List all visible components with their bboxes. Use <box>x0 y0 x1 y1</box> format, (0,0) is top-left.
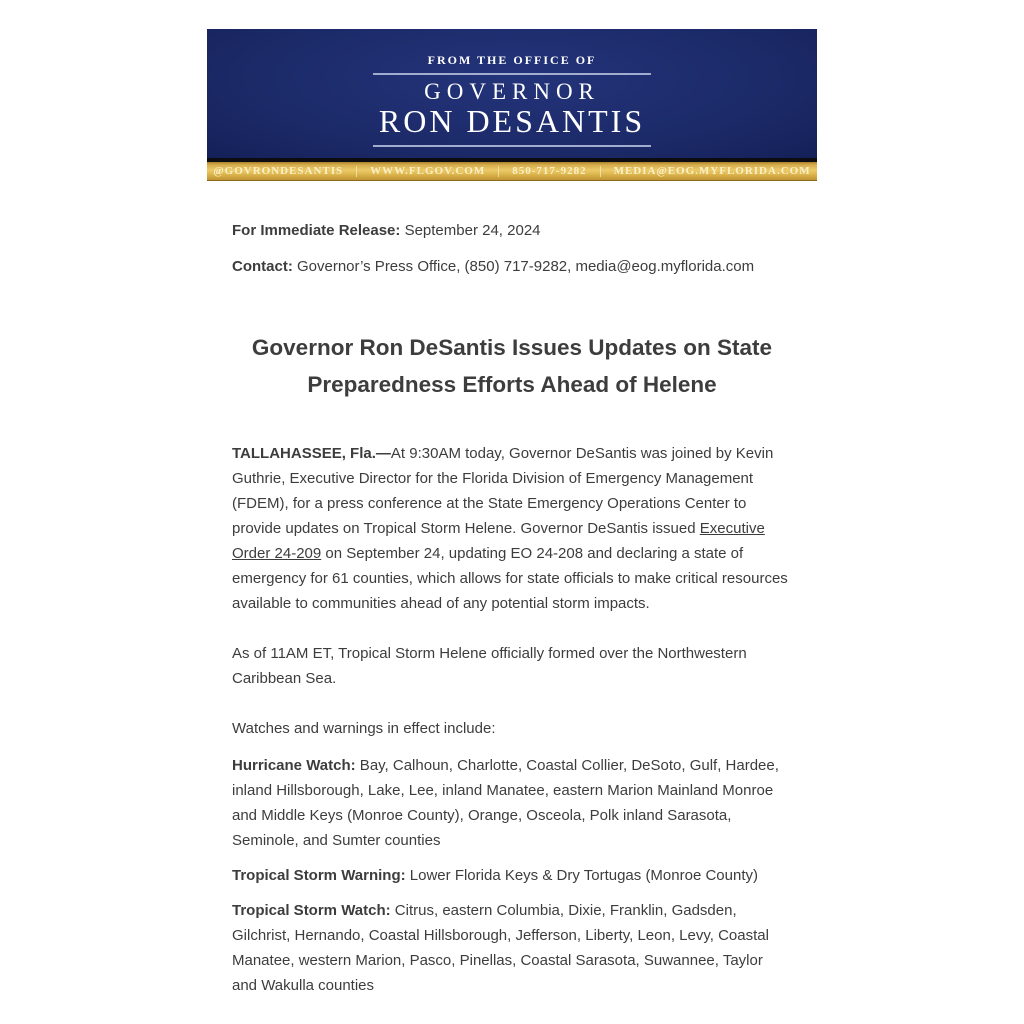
hurricane-watch-label: Hurricane Watch: <box>232 757 356 774</box>
watches-intro-paragraph: Watches and warnings in effect include: <box>232 720 496 737</box>
banner-navy-panel <box>207 29 817 158</box>
banner-eyebrow: FROM THE OFFICE OF <box>427 53 597 67</box>
tropical-storm-watch-label: Tropical Storm Watch: <box>232 902 391 919</box>
tropical-storm-watch-item <box>232 898 792 998</box>
banner-media-email: MEDIA@EOG.MYFLORIDA.COM <box>613 165 811 177</box>
hurricane-watch-counties: Bay, Calhoun, Charlotte, Coastal Collier, DeSoto, Gulf, Hardee, inland Hillsborough, Lake, Lee, inland Manatee, eastern Marion Mainland Monroe and Middle Keys (Monroe County), Orange, Osceola, Polk inland Sarasota, Seminole, and Sumter counties <box>232 757 779 849</box>
banner-ron-desantis-text: RON DESANTIS <box>378 103 646 139</box>
lead-text-before-link: At 9:30AM today, Governor DeSantis was joined by Kevin Guthrie, Executive Director for the Florida Division of Emergency Management (FDEM), for a press conference at the State Emergency Operations Center to provide updates on Tropical Storm Helene. Governor DeSantis issued <box>232 445 774 537</box>
release-label: For Immediate Release: <box>232 222 401 239</box>
banner-rule-top <box>373 73 651 75</box>
hurricane-watch-item <box>232 753 792 853</box>
tropical-storm-warning-label: Tropical Storm Warning: <box>232 867 406 884</box>
banner-gold-bar <box>207 162 817 181</box>
contact-label: Contact: <box>232 258 293 275</box>
tropical-storm-warning-item <box>232 863 792 888</box>
storm-formation-paragraph: As of 11AM ET, Tropical Storm Helene officially formed over the Northwestern Caribbean Sea. <box>232 645 747 687</box>
release-date: September 24, 2024 <box>400 222 541 239</box>
gold-bar-divider <box>356 166 357 177</box>
executive-order-link[interactable]: Executive Order 24-209 <box>232 520 765 562</box>
banner-website: WWW.FLGOV.COM <box>370 165 486 177</box>
contact-value: Governor’s Press Office, (850) 717-9282, media@eog.myflorida.com <box>292 258 755 275</box>
press-release-content <box>207 181 817 998</box>
tropical-storm-watch-counties: Citrus, eastern Columbia, Dixie, Franklin, Gadsden, Gilchrist, Hernando, Coastal Hillsborough, Jefferson, Liberty, Leon, Levy, Coastal Manatee, western Marion, Pasco, Pinellas, Coastal Sarasota, Suwannee, Taylor and Wakulla counties <box>232 902 769 994</box>
contact-line <box>232 257 792 277</box>
banner-governor-text: GOVERNOR <box>424 79 600 104</box>
release-line <box>232 221 792 241</box>
banner-social-handle: @GOVRONDESANTIS <box>213 165 344 177</box>
lead-paragraph <box>232 441 792 616</box>
lead-text-after-link: on September 24, updating EO 24-208 and declaring a state of emergency for 61 counties, which allows for state officials to make critical resources available to communities ahead of any potential storm impacts. <box>232 545 788 612</box>
tropical-storm-warning-counties: Lower Florida Keys & Dry Tortugas (Monroe County) <box>405 867 758 884</box>
email-body <box>207 29 817 998</box>
gold-bar-divider <box>498 166 499 177</box>
gold-bar-divider <box>600 166 601 177</box>
governor-office-banner <box>207 29 817 181</box>
banner-phone: 850-717-9282 <box>512 165 587 177</box>
headline: Governor Ron DeSantis Issues Updates on State Preparedness Efforts Ahead of Helene <box>251 335 773 397</box>
banner-rule-bottom <box>373 145 651 147</box>
dateline: TALLAHASSEE, Fla.— <box>232 445 391 462</box>
